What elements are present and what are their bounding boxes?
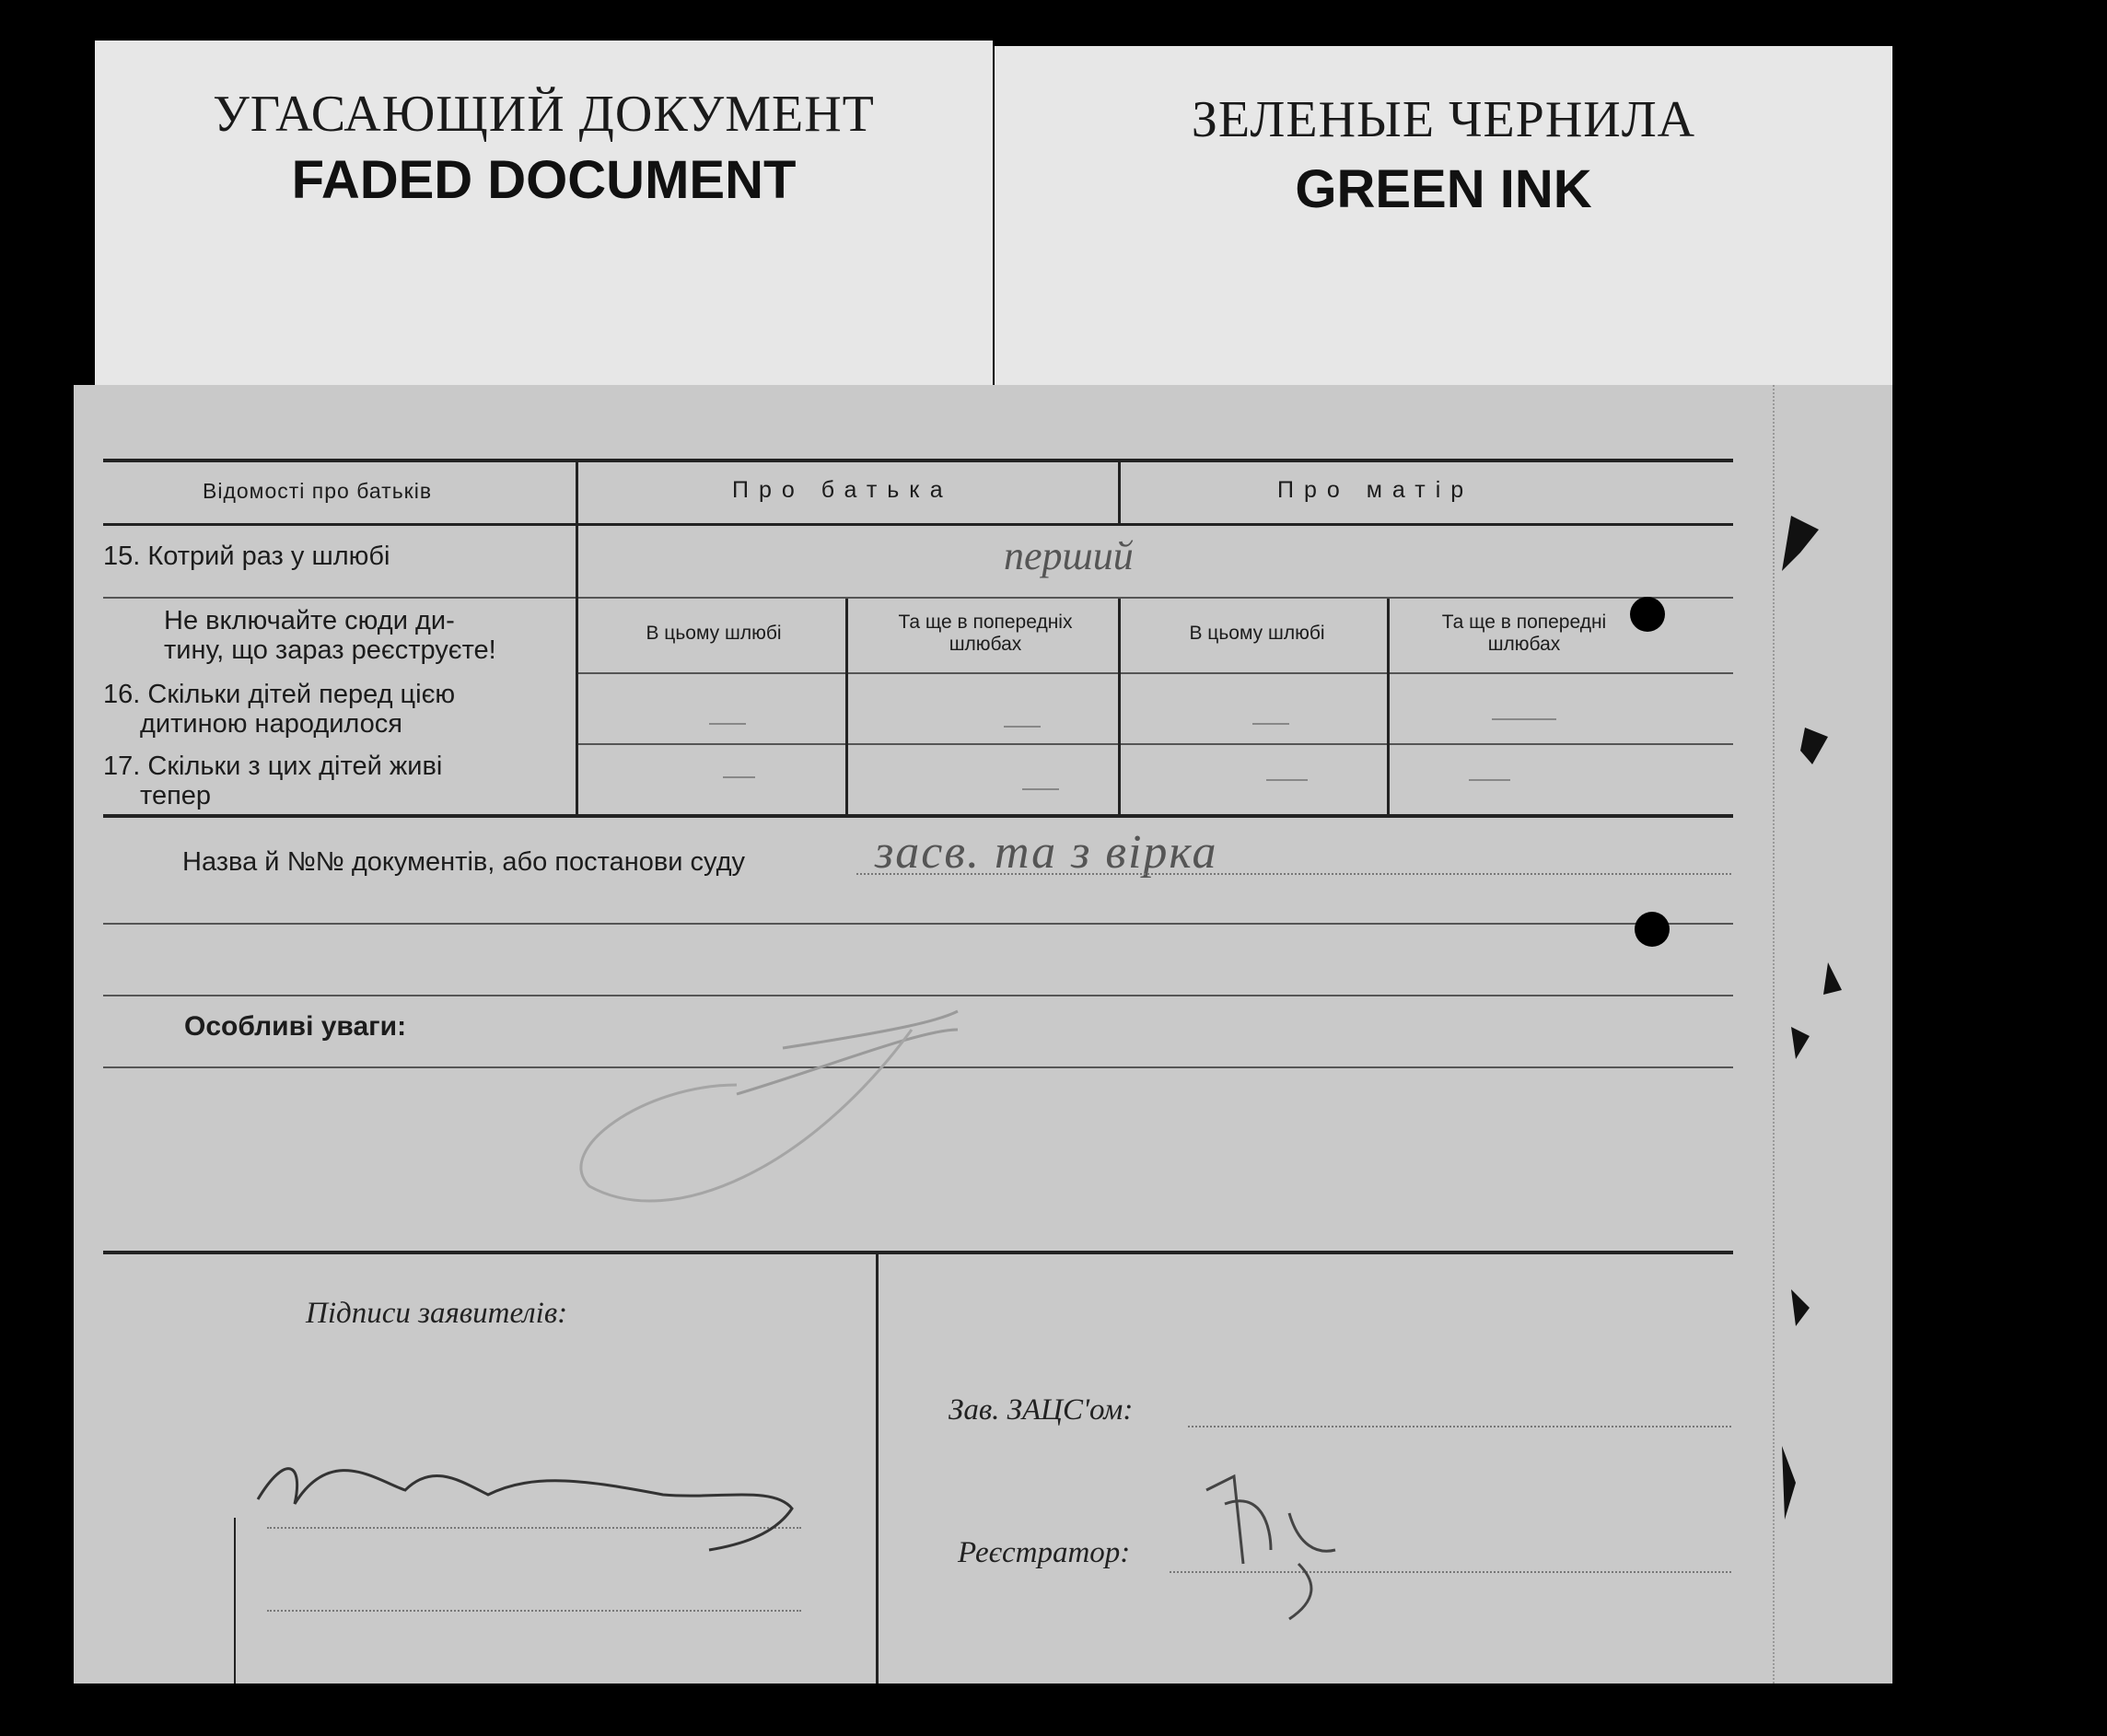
faded-document-card — [95, 41, 993, 390]
registrar-label: Реєстратор: — [958, 1536, 1131, 1569]
header-parents-info: Відомості про батьків — [203, 479, 433, 503]
question-17-line-1: 17. Скільки з цих дітей живі — [103, 751, 443, 781]
applicant-signatures-label: Підписи заявителів: — [306, 1297, 568, 1330]
head-zags-label: Зав. ЗАЦС'ом: — [949, 1393, 1134, 1427]
faded-document-label-en: FADED DOCUMENT — [291, 150, 797, 210]
applicant-signature-scrawl — [258, 1469, 792, 1550]
mother-prev-marriages-l1: Та ще в попередні — [1441, 612, 1607, 633]
green-ink-card — [995, 46, 1892, 387]
handwriting-marks — [74, 385, 1892, 1684]
faded-document-label-ru: УГАСАЮЩИЙ ДОКУМЕНТ — [213, 86, 875, 143]
father-this-marriage: В цьому шлюбі — [646, 623, 782, 644]
question-17-line-2: тепер — [140, 781, 212, 810]
remarks-label: Особливі уваги: — [184, 1011, 407, 1042]
remarks-strike-line-2 — [737, 1030, 958, 1094]
note-line-2: тину, що зараз реєструєте! — [164, 635, 496, 665]
registrar-signature-scrawl — [1206, 1476, 1335, 1619]
question-16-line-2: дитиною народилося — [140, 709, 403, 739]
answer-15-handwritten: перший — [1004, 533, 1134, 578]
question-15: 15. Котрий раз у шлюбі — [103, 542, 390, 571]
mother-prev-marriages-l2: шлюбах — [1487, 634, 1561, 655]
father-prev-marriages-l1: Та ще в попередніх — [898, 612, 1073, 633]
header-about-father: Про батька — [732, 477, 953, 503]
remarks-strike-line-1 — [783, 1011, 958, 1048]
documents-answer-handwritten: засв. та з вірка — [875, 826, 1218, 879]
remarks-cross-stroke — [581, 1030, 912, 1201]
header-about-mother: Про матір — [1277, 477, 1474, 503]
father-prev-marriages-l2: шлюбах — [949, 634, 1022, 655]
note-line-1: Не включайте сюди ди- — [164, 606, 455, 635]
registration-form-sheet — [74, 385, 1892, 1684]
question-16-line-1: 16. Скільки дітей перед цією — [103, 680, 456, 709]
mother-this-marriage: В цьому шлюбі — [1189, 623, 1325, 644]
documents-label: Назва й №№ документів, або постанови суду — [182, 847, 746, 877]
green-ink-label-en: GREEN INK — [1295, 159, 1592, 219]
green-ink-label-ru: ЗЕЛЕНЫЕ ЧЕРНИЛА — [1191, 91, 1696, 148]
